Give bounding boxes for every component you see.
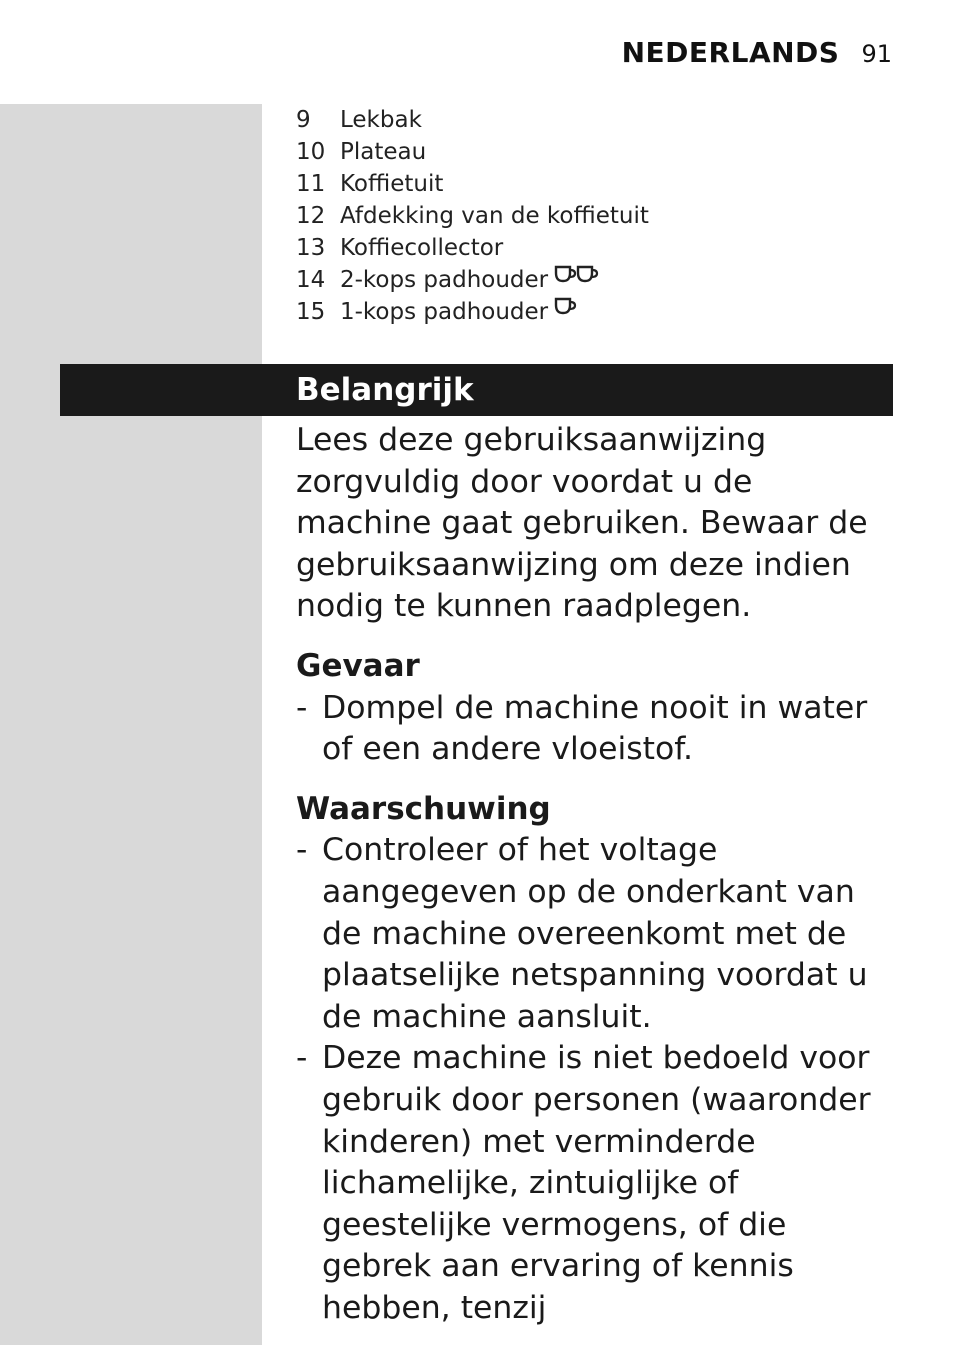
bullet-text: Deze machine is niet bedoeld voor gebruik door personen (waaronder kinderen) met verminderde lichamelijke, zintuiglijke of geestelijke vermogens, of die gebrek aan ervaring of kennis hebben, tenzij: [322, 1040, 871, 1326]
gray-margin-column: [0, 104, 262, 1345]
part-number: 12: [296, 203, 326, 229]
part-label: Koffietuit: [340, 171, 444, 197]
list-item: [296, 264, 649, 296]
section-waarschuwing: [296, 789, 896, 1330]
section-header-bar: [60, 364, 893, 416]
part-number: 15: [296, 299, 326, 325]
page-header: [622, 36, 892, 69]
language-label: NEDERLANDS: [621, 36, 840, 69]
list-item: [296, 296, 649, 328]
dash-bullet: -: [296, 689, 308, 726]
page-number: 91: [861, 40, 892, 68]
section-heading: Waarschuwing: [296, 790, 551, 827]
part-number: 13: [296, 235, 326, 261]
dash-bullet: -: [296, 1040, 308, 1077]
bullet-text: Controleer of het voltage aangegeven op de onderkant van de machine overeenkomt met de plaatselijke netspanning voordat u de machine aansluit.: [322, 832, 868, 1035]
section-title: Belangrijk: [296, 372, 474, 408]
part-label: Lekbak: [340, 107, 422, 133]
part-label: Afdekking van de koffietuit: [340, 203, 649, 229]
dash-bullet: -: [296, 832, 308, 869]
intro-paragraph: Lees deze gebruiksaanwijzing zorgvuldig door voordat u de machine gaat gebruiken. Bewaar de gebruiksaanwijzing om deze indien nodig te kunnen raadplegen.: [296, 422, 868, 625]
two-cups-icon: [554, 264, 600, 284]
bullet-text: Dompel de machine nooit in water of een andere vloeistof.: [322, 689, 868, 768]
main-content: [296, 420, 896, 1329]
one-cup-icon: [554, 296, 578, 316]
section-heading: Gevaar: [296, 647, 420, 684]
list-item: [296, 136, 649, 168]
list-item: [296, 168, 649, 200]
list-item: [296, 232, 649, 264]
part-label: 1-kops padhouder: [340, 299, 549, 325]
part-number: 10: [296, 139, 326, 165]
part-number: 14: [296, 267, 326, 293]
section-gevaar: [296, 646, 896, 771]
bullet-item: [296, 688, 896, 771]
part-label: 2-kops padhouder: [340, 267, 549, 293]
part-label: Plateau: [340, 139, 427, 165]
part-number: 9: [296, 107, 311, 133]
part-label: Koffiecollector: [340, 235, 504, 261]
bullet-item: [296, 830, 896, 1038]
list-item: [296, 200, 649, 232]
bullet-item: [296, 1038, 896, 1329]
list-item: [296, 104, 649, 136]
parts-list: [296, 104, 649, 328]
part-number: 11: [296, 171, 326, 197]
